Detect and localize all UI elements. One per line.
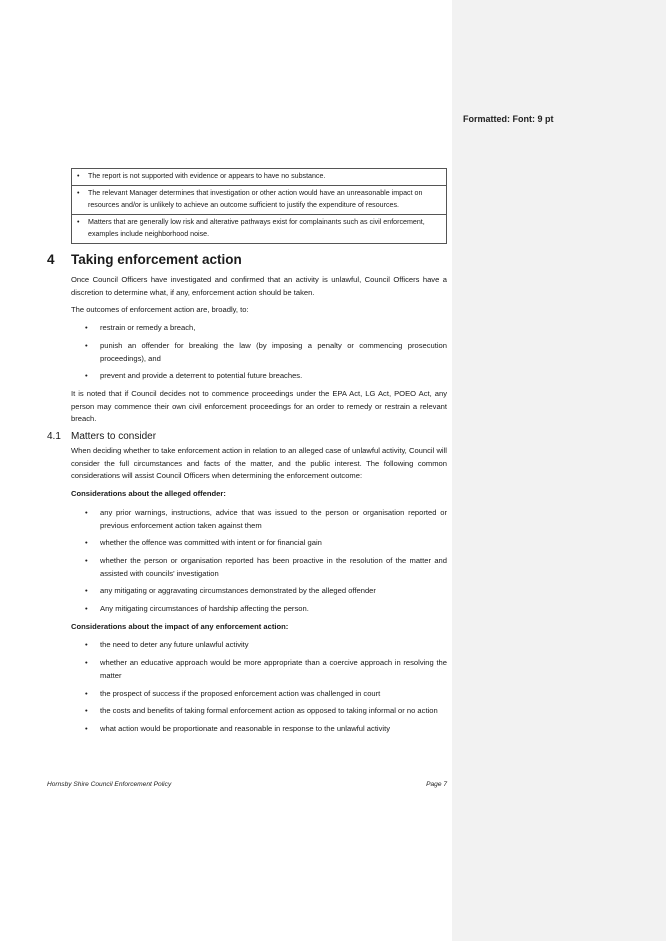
outcome-item-text: prevent and provide a deterrent to potential future breaches. [100,371,303,381]
footer-page-number: Page 7 [426,781,447,788]
table-row [72,185,447,214]
bullet-icon: • [85,340,88,350]
outcome-item-text: punish an offender for breaking the law (by imposing a penalty or commencing prosecution proceedings), and [100,340,447,363]
bullet-icon: • [85,640,88,650]
impact-item-text: whether an educative approach would be more appropriate than a coercive approach in resolving the matter [100,658,447,680]
bullet-icon: • [85,507,88,517]
impact-item-text: the costs and benefits of taking formal enforcement action as opposed to taking informal or no action [100,706,438,716]
bullet-icon: • [77,172,80,180]
offender-item [71,507,447,532]
section-4-note: It is noted that if Council decides not to commence proceedings under the EPA Act, LG Act, POEO Act, any person may commence their own civil enforcement proceedings for an order to remedy or restrain a relevant breach. [71,388,447,424]
impact-item-text: the prospect of success if the proposed enforcement action was challenged in court [100,688,381,698]
outcomes-list [71,322,447,383]
offender-heading: Considerations about the alleged offender: [71,489,226,499]
offender-item-text: any prior warnings, instructions, advice that was issued to the person or organisation reported or previous enforcement action taken against them [100,507,447,530]
section-4-title: Taking enforcement action [71,252,242,267]
outcomes-lead: The outcomes of enforcement action are, broadly, to: [71,305,249,315]
bullet-icon: • [85,586,88,596]
bullet-icon: • [77,217,80,226]
bullet-icon: • [85,371,88,381]
section-4-intro: Once Council Officers have investigated and confirmed that an activity is unlawful, Council Officers have a discretion to determine what, if any, enforcement action should be taken. [71,275,447,297]
offender-item [71,585,447,598]
bullet-icon: • [85,706,88,716]
criteria-table [71,168,447,244]
offender-item-text: whether the offence was committed with intent or for financial gain [100,538,322,548]
table-row [72,214,447,243]
impact-item [71,723,447,736]
page-footer [47,781,447,788]
section-4-1-heading [47,431,447,442]
formatting-comment[interactable]: Formatted: Font: 9 pt [463,114,554,124]
section-4-1-title: Matters to consider [71,431,157,443]
criteria-text: The report is not supported with evidence or appears to have no substance. [88,172,326,180]
criteria-text: Matters that are generally low risk and alterative pathways exist for complainants such as civil enforcement, examples include neighborhood noise. [88,217,425,238]
impact-item-text: what action would be proportionate and reasonable in response to the unlawful activity [100,723,391,733]
bullet-icon: • [85,658,88,668]
impact-item [71,657,447,682]
offender-list [71,507,447,616]
impact-item-text: the need to deter any future unlawful activity [100,640,249,650]
outcome-item-text: restrain or remedy a breach, [100,323,196,333]
footer-doc-title: Hornsby Shire Council Enforcement Policy [47,781,172,788]
section-4-1-intro: When deciding whether to take enforcement action in relation to an alleged case of unlawful activity, Council will consider the full circumstances and facts of the matter, and the public interest. The following common considerations will assist Council Officers when determining the enforcement outcome: [71,446,447,481]
outcome-item [71,340,447,365]
bullet-icon: • [85,323,88,333]
offender-item-text: whether the person or organisation reported has been proactive in the resolution of the matter and assisted with councils’ investigation [100,555,447,578]
offender-item-text: any mitigating or aggravating circumstances demonstrated by the alleged offender [100,586,376,596]
table-cell [72,185,447,214]
bullet-icon: • [85,688,88,698]
impact-heading: Considerations about the impact of any enforcement action: [71,621,289,631]
offender-item-text: Any mitigating circumstances of hardship affecting the person. [100,604,309,614]
main-content [47,252,447,741]
offender-item [71,537,447,550]
table-cell [72,169,447,186]
section-4-number: 4 [47,252,55,267]
offender-item [71,555,447,580]
impact-item [71,705,447,718]
section-4-1-number: 4.1 [47,431,61,443]
comment-pane [452,0,666,941]
bullet-icon: • [85,555,88,565]
section-4-heading [47,252,447,268]
bullet-icon: • [85,723,88,733]
bullet-icon: • [77,188,80,197]
impact-list [71,639,447,735]
criteria-text: The relevant Manager determines that investigation or other action would have an unreasonable impact on resources and/or is unlikely to achieve an outcome sufficient to justify the expenditure of resources. [88,188,423,209]
offender-item [71,603,447,616]
table-row [72,169,447,186]
outcome-item [71,370,447,383]
table-cell [72,214,447,243]
outcome-item [71,322,447,335]
bullet-icon: • [85,538,88,548]
impact-item [71,639,447,652]
impact-item [71,688,447,701]
bullet-icon: • [85,604,88,614]
